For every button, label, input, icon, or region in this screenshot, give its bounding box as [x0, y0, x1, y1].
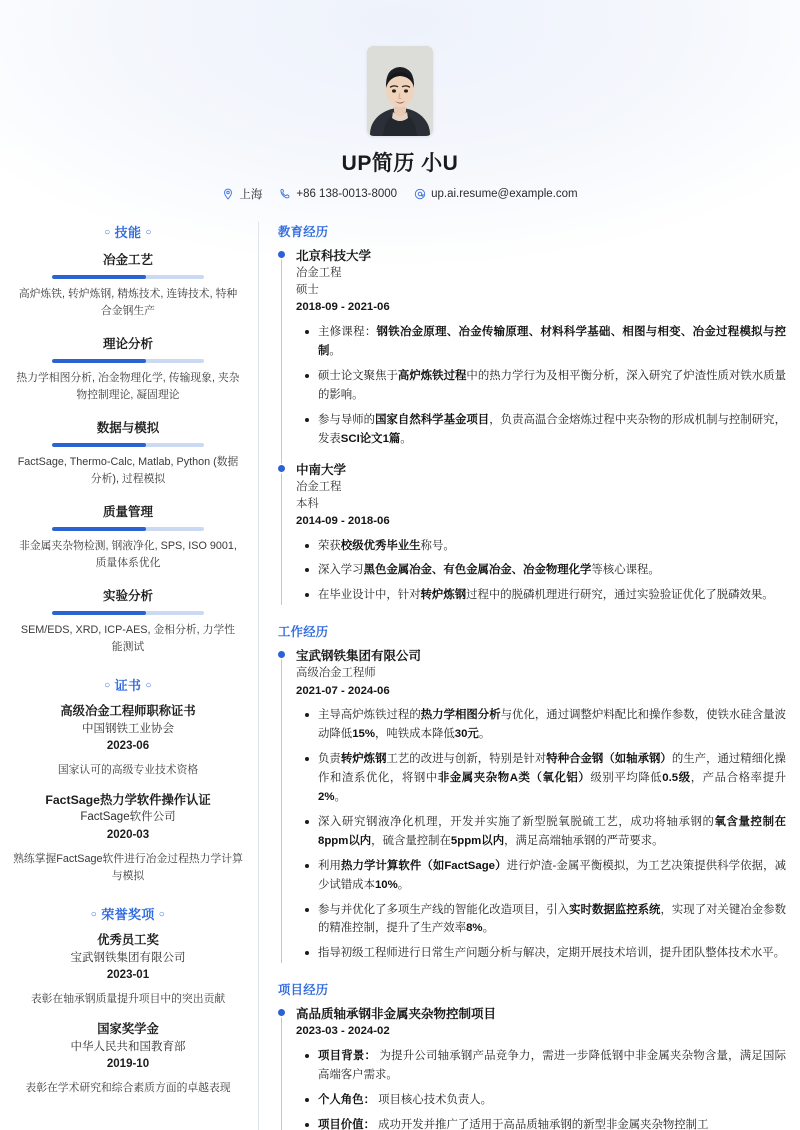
at-email-icon — [414, 188, 426, 200]
school-name: 中南大学 — [296, 462, 347, 477]
credential-title: 高级冶金工程师职称证书 — [60, 703, 196, 718]
skill-name: 理论分析 — [102, 336, 153, 351]
school-name: 北京科技大学 — [296, 249, 372, 263]
degree-name: 本科 — [296, 497, 319, 510]
main-column — [259, 222, 786, 1130]
skill-level-fill — [52, 527, 146, 531]
credential-date: 2023-06 — [106, 739, 150, 752]
credential-date: 2019-10 — [106, 1057, 150, 1070]
work-timeline — [278, 647, 786, 963]
education-section — [278, 222, 786, 605]
credential-item — [10, 932, 246, 1009]
skills-heading — [10, 222, 246, 241]
credential-title: 优秀员工奖 — [97, 932, 159, 947]
bullet-item: 主导高炉炼铁过程的热力学相图分析与优化，通过调整炉料配比和操作参数，使铁水硅含量波动降低15%，吨铁成本降低30元。 — [318, 706, 786, 744]
awards-section — [10, 904, 246, 1098]
credential-item — [10, 1021, 246, 1098]
work-heading: 工作经历 — [278, 625, 329, 640]
skill-item — [10, 334, 246, 405]
skill-level-bar — [52, 359, 204, 363]
timeline-entry — [296, 1005, 786, 1130]
major-name: 冶金工程 — [296, 267, 342, 280]
ring-right-icon: ○ — [158, 908, 166, 920]
credential-item — [10, 792, 246, 886]
skill-level-fill — [52, 275, 146, 279]
timeline-entry — [296, 247, 786, 449]
project-timeline — [278, 1005, 786, 1130]
project-heading: 项目经历 — [278, 983, 329, 998]
education-timeline — [278, 247, 786, 605]
contact-phone — [279, 188, 397, 200]
awards-heading-text: 荣誉奖项 — [101, 906, 155, 922]
credential-org: 中华人民共和国教育部 — [70, 1040, 186, 1053]
skill-level-fill — [52, 611, 146, 615]
skill-level-bar — [52, 275, 204, 279]
awards-list — [10, 932, 246, 1098]
credential-title: 国家奖学金 — [97, 1021, 159, 1036]
bullet-item: 深入研究钢液净化机理，开发并实施了新型脱氧脱硫工艺，成功将轴承钢的氧含量控制在8ppm以内，硫含量控制在5ppm以内，满足高端轴承钢的严苛要求。 — [318, 813, 786, 851]
skill-item — [10, 586, 246, 657]
credential-description: 表彰在学术研究和综合素质方面的卓越表现 — [25, 1082, 231, 1095]
skill-item — [10, 418, 246, 489]
certs-list — [10, 703, 246, 886]
credential-title: FactSage热力学软件操作认证 — [45, 792, 211, 807]
contact-phone-text: +86 138-0013-8000 — [296, 188, 398, 200]
bullet-list — [296, 706, 786, 963]
skills-list — [10, 250, 246, 657]
skills-section — [10, 222, 246, 657]
contact-email-text: up.ai.resume@example.com — [431, 188, 578, 200]
bullet-item: 参与导师的国家自然科学基金项目，负责高温合金熔炼过程中夹杂物的形成机制与控制研究，发表SCI论文1篇。 — [318, 411, 786, 449]
skill-description: FactSage, Thermo-Calc, Matlab, Python (数据分析), 过程模拟 — [17, 455, 239, 486]
skill-name: 数据与模拟 — [96, 420, 160, 435]
page-title: UP简历 小U — [341, 152, 459, 175]
contact-email — [414, 188, 578, 200]
date-range: 2023-03 - 2024-02 — [296, 1025, 390, 1038]
major-name: 冶金工程 — [296, 480, 342, 493]
contact-location-text: 上海 — [239, 189, 263, 201]
company-name: 宝武钢铁集团有限公司 — [296, 649, 422, 664]
certs-heading — [10, 675, 246, 694]
credential-date: 2023-01 — [106, 969, 150, 982]
skill-name: 冶金工艺 — [102, 253, 153, 267]
skills-heading-text: 技能 — [114, 225, 142, 240]
skill-name: 实验分析 — [102, 588, 153, 603]
bullet-list — [296, 1047, 786, 1130]
bullet-list — [296, 537, 786, 606]
education-heading: 教育经历 — [278, 225, 329, 239]
bullet-item: 荣获校级优秀毕业生称号。 — [318, 537, 786, 556]
skill-item — [10, 502, 246, 573]
contact-location — [222, 186, 262, 202]
date-range: 2021-07 - 2024-06 — [296, 684, 390, 697]
credential-description: 表彰在轴承钢质量提升项目中的突出贡献 — [30, 993, 226, 1006]
ring-left-icon: ○ — [104, 227, 111, 238]
bullet-item: 利用热力学计算软件（如FactSage）进行炉渣-金属平衡模拟，为工艺决策提供科学依据，减少试错成本10%。 — [318, 857, 786, 895]
date-range: 2014-09 - 2018-06 — [296, 514, 390, 527]
skill-level-bar — [52, 443, 204, 447]
resume-body — [0, 222, 800, 1130]
bullet-item: 在毕业设计中，针对转炉炼钢过程中的脱磷机理进行研究，通过实验验证优化了脱磷效果。 — [318, 586, 786, 605]
bullet-item: 指导初级工程师进行日常生产问题分析与解决，定期开展技术培训，提升团队整体技术水平。 — [318, 944, 786, 963]
credential-org: 宝武钢铁集团有限公司 — [70, 951, 186, 964]
degree-name: 硕士 — [296, 284, 319, 297]
skill-level-bar — [52, 611, 204, 615]
project-name: 高品质轴承钢非金属夹杂物控制项目 — [296, 1007, 497, 1022]
certs-section — [10, 675, 246, 886]
bullet-item: 负责转炉炼钢工艺的改进与创新，特别是针对特种合金钢（如轴承钢）的生产，通过精细化操作和渣系优化，将钢中非金属夹杂物A类（氧化铝）级别平均降低0.5级，产品合格率提升2%。 — [318, 750, 786, 807]
portrait-photo-icon — [367, 46, 433, 136]
credential-org: 中国钢铁工业协会 — [82, 722, 174, 735]
avatar — [367, 46, 433, 136]
bullet-item: 深入学习黑色金属冶金、有色金属冶金、冶金物理化学等核心课程。 — [318, 561, 786, 580]
skill-description: 非金属夹杂物检测, 钢液净化, SPS, ISO 9001, 质量体系优化 — [19, 539, 237, 570]
ring-right-icon: ○ — [145, 679, 152, 691]
skill-description: 高炉炼铁, 转炉炼钢, 精炼技术, 连铸技术, 特种合金钢生产 — [18, 288, 238, 318]
skill-item — [10, 250, 246, 321]
skill-level-bar — [52, 527, 204, 531]
certs-heading-text: 证书 — [114, 677, 142, 693]
work-section — [278, 622, 786, 963]
bullet-item: 项目背景： 为提升公司轴承钢产品竞争力，需进一步降低钢中非金属夹杂物含量，满足国际高端客户需求。 — [318, 1047, 786, 1085]
date-range: 2018-09 - 2021-06 — [296, 301, 390, 314]
resume-header — [0, 0, 800, 202]
skill-description: SEM/EDS, XRD, ICP-AES, 金相分析, 力学性能测试 — [20, 623, 236, 654]
bullet-item: 硕士论文聚焦于高炉炼铁过程中的热力学行为及相平衡分析，深入研究了炉渣性质对铁水质量的影响。 — [318, 367, 786, 405]
credential-description: 熟练掌握FactSage软件进行冶金过程热力学计算与模拟 — [13, 852, 243, 883]
bullet-item: 项目价值： 成功开发并推广了适用于高品质轴承钢的新型非金属夹杂物控制工 — [318, 1116, 786, 1130]
location-pin-icon — [222, 188, 234, 200]
contact-row — [0, 186, 800, 202]
skill-name: 质量管理 — [102, 504, 153, 519]
bullet-item: 个人角色： 项目核心技术负责人。 — [318, 1091, 786, 1110]
awards-heading — [10, 904, 246, 923]
sidebar — [10, 222, 258, 1110]
ring-left-icon: ○ — [90, 908, 98, 920]
bullet-item: 主修课程：钢铁冶金原理、冶金传输原理、材料科学基础、相图与相变、冶金过程模拟与控制。 — [318, 323, 786, 361]
skill-description: 热力学相图分析, 冶金物理化学, 传输现象, 夹杂物控制理论, 凝固理论 — [16, 371, 240, 402]
ring-right-icon: ○ — [145, 227, 152, 238]
timeline-entry — [296, 461, 786, 606]
phone-icon — [279, 188, 291, 200]
position-title: 高级冶金工程师 — [296, 667, 376, 680]
skill-level-fill — [52, 443, 146, 447]
ring-left-icon: ○ — [104, 679, 111, 691]
credential-org: FactSage软件公司 — [80, 811, 176, 824]
bullet-item: 参与并优化了多项生产线的智能化改造项目，引入实时数据监控系统，实现了对关键冶金参数的精准控制，提升了生产效率8%。 — [318, 901, 786, 939]
timeline-entry — [296, 647, 786, 963]
bullet-list — [296, 323, 786, 449]
credential-description: 国家认可的高级专业技术资格 — [57, 764, 199, 777]
skill-level-fill — [52, 359, 146, 363]
credential-item — [10, 703, 246, 780]
credential-date: 2020-03 — [106, 828, 150, 841]
project-section — [278, 980, 786, 1130]
